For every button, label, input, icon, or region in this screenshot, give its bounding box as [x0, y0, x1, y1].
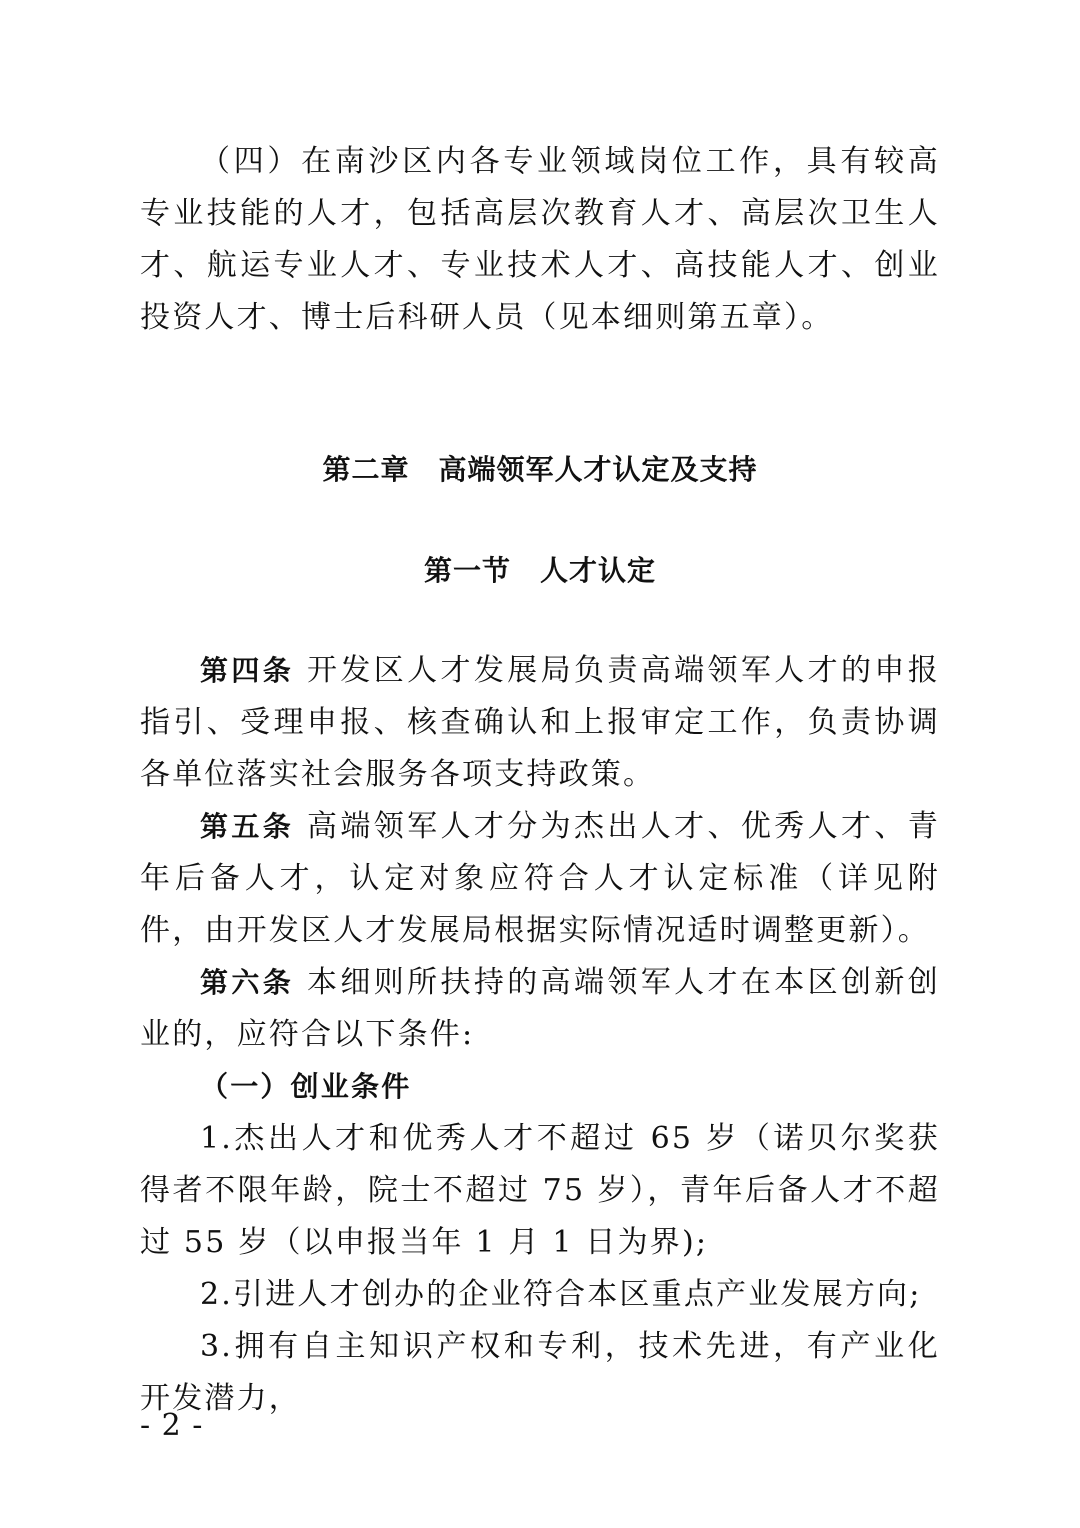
- article-label: 第六条: [200, 966, 295, 999]
- paragraph-text: （四）在南沙区内各专业领域岗位工作，具有较高专业技能的人才，包括高层次教育人才、高层次卫生人才、航运专业人才、专业技术人才、高技能人才、创业投资人才、博士后科研人员（见本细则第五章）。: [140, 144, 940, 335]
- condition-2: 2.引进人才创办的企业符合本区重点产业发展方向;: [200, 1277, 922, 1312]
- condition-1: 1.杰出人才和优秀人才不超过 65 岁（诺贝尔奖获得者不限年龄，院士不超过 75 岁），青年后备人才不超过 55 岁（以申报当年 1 月 1 日为界);: [140, 1121, 940, 1260]
- article-text: 开发区人才发展局负责高端领军人才的申报指引、受理申报、核查确认和上报审定工作，负责协调各单位落实社会服务各项支持政策。: [140, 653, 940, 792]
- condition-3: 3.拥有自主知识产权和专利，技术先进，有产业化开发潜力，: [140, 1329, 940, 1416]
- article-text: 高端领军人才分为杰出人才、优秀人才、青年后备人才，认定对象应符合人才认定标准（详见附件，由开发区人才发展局根据实际情况适时调整更新）。: [140, 809, 940, 948]
- article-text: 本细则所扶持的高端领军人才在本区创新创业的，应符合以下条件:: [140, 965, 940, 1052]
- section-heading: 第一节 人才认定: [423, 554, 656, 587]
- article-6: [140, 957, 940, 1061]
- article-label: 第四条: [200, 654, 295, 687]
- top-paragraph: [140, 136, 940, 344]
- articles-block: [140, 645, 940, 1425]
- page-number: - 2 -: [140, 1408, 204, 1443]
- article-4: [140, 645, 940, 801]
- article-5: [140, 801, 940, 957]
- article-label: 第五条: [200, 810, 295, 843]
- subsection-heading: [140, 1061, 940, 1113]
- chapter-heading: 第二章 高端领军人才认定及支持: [322, 453, 758, 486]
- subsection-heading-text: （一）创业条件: [200, 1070, 412, 1103]
